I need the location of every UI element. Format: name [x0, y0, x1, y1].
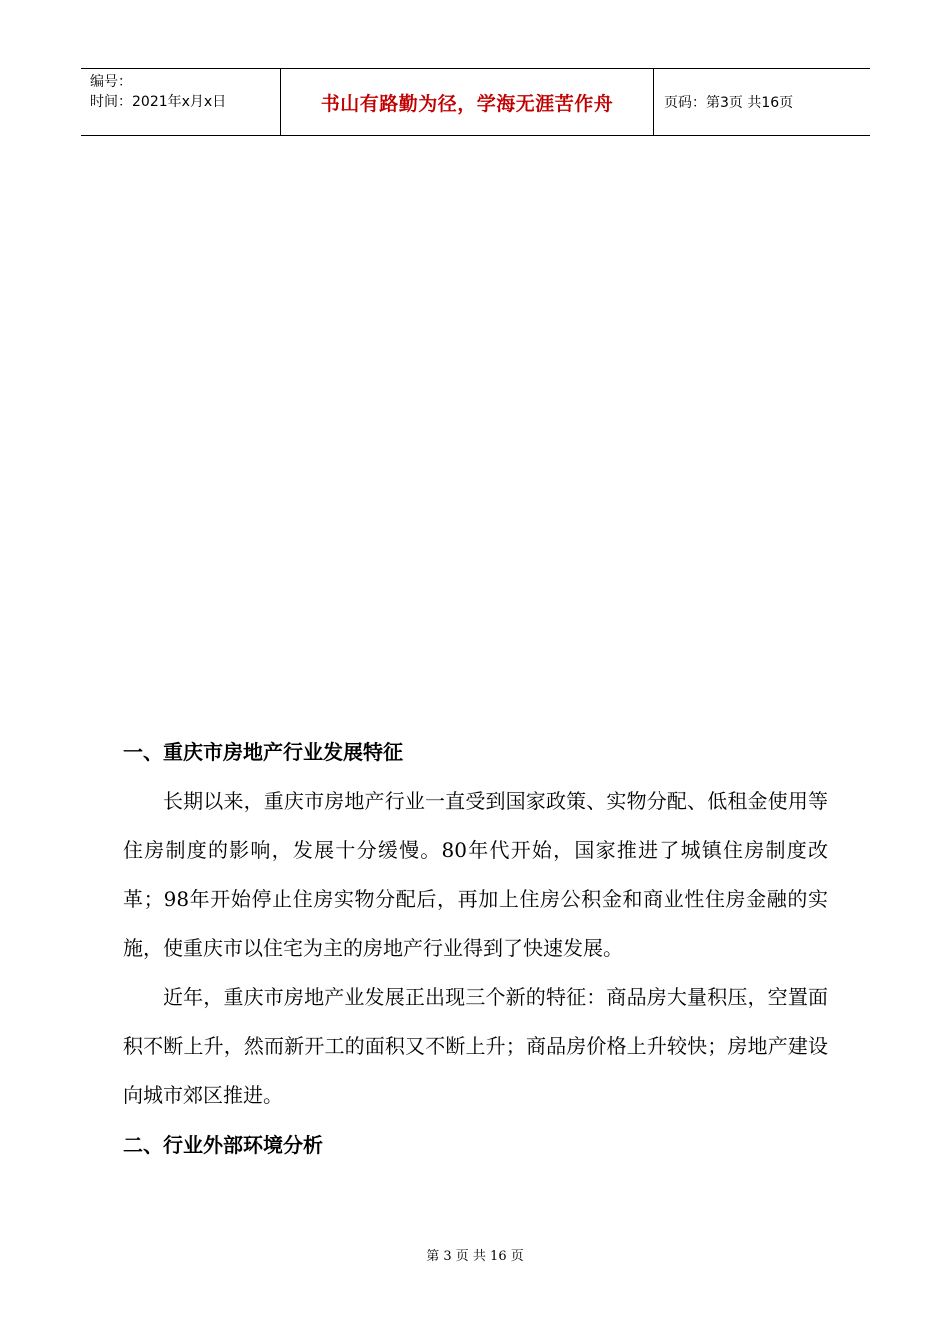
document-body	[123, 730, 828, 1167]
header-meta	[81, 69, 281, 135]
time-label: 时间：2021年x月x日	[90, 94, 227, 110]
header-motto: 书山有路勤为径，学海无涯苦作舟	[320, 92, 614, 115]
section-2-title: 二、行业外部环境分析	[123, 1133, 323, 1157]
header-page-info	[654, 69, 870, 135]
footer-page-number: 第 3 页 共 16 页	[426, 1249, 524, 1264]
page-info-text: 页码：第3页 共16页	[664, 95, 794, 111]
page-header	[81, 68, 870, 136]
serial-number-label: 编号：	[90, 74, 132, 90]
section-1-title: 一、重庆市房地产行业发展特征	[123, 740, 403, 764]
section-1-paragraph-1: 长期以来，重庆市房地产行业一直受到国家政策、实物分配、低租金使用等住房制度的影响，发展十分缓慢。80年代开始，国家推进了城镇住房制度改革；98年开始停止住房实物分配后，再加上住房公积金和商业性住房金融的实施，使重庆市以住宅为主的房地产行业得到了快速发展。	[123, 789, 828, 960]
header-motto-cell	[281, 69, 654, 135]
section-1-paragraph-2: 近年，重庆市房地产业发展正出现三个新的特征：商品房大量积压，空置面积不断上升，然而新开工的面积又不断上升；商品房价格上升较快；房地产建设向城市郊区推进。	[123, 985, 828, 1107]
page-footer	[0, 1245, 950, 1264]
